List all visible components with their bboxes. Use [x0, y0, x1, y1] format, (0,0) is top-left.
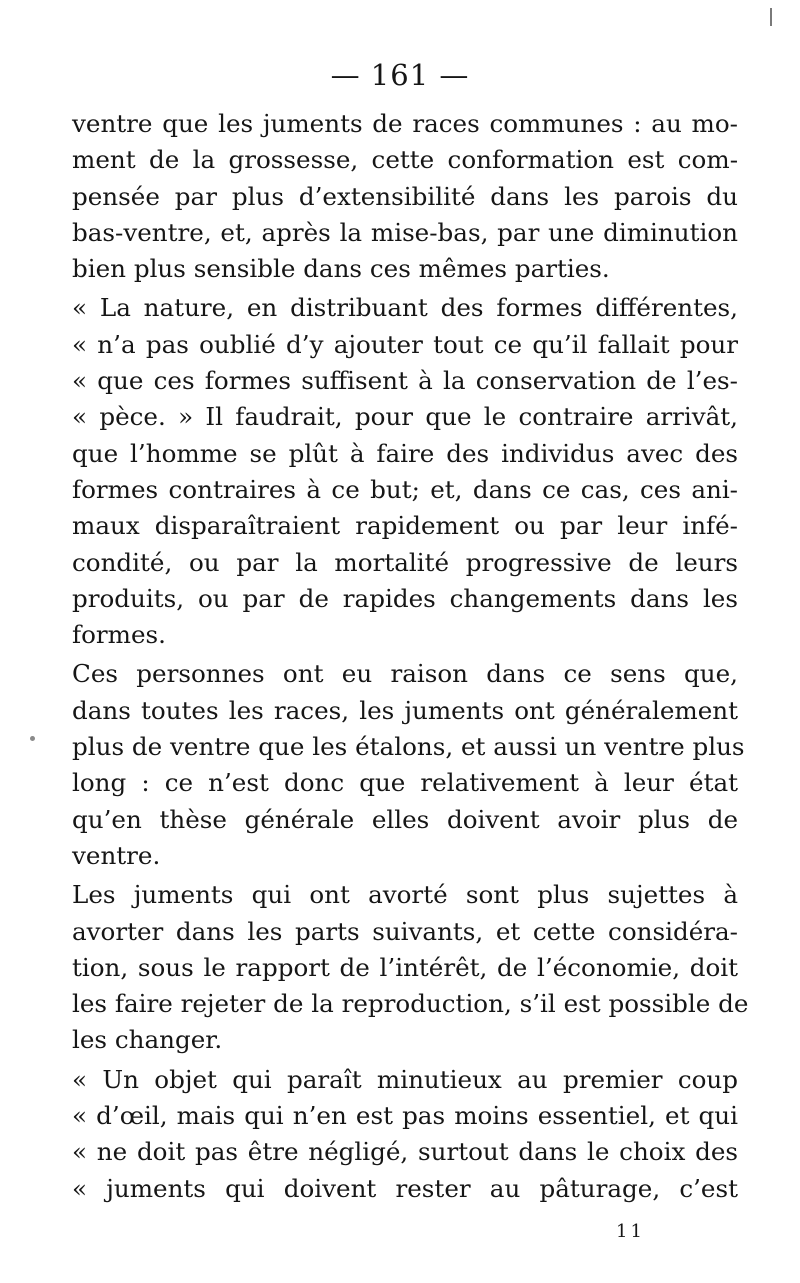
text-line: ment de la grossesse, cette conformation est com-: [72, 145, 738, 175]
ink-spot: [30, 736, 35, 741]
text-line: maux disparaîtraient rapidement ou par leur infé-: [72, 511, 738, 541]
text-line: formes.: [72, 620, 166, 650]
paragraph-5: [72, 1062, 738, 1207]
text-line: les changer.: [72, 1025, 223, 1055]
text-line: « que ces formes suffisent à la conservation de l’es-: [72, 366, 738, 396]
text-line: qu’en thèse générale elles doivent avoir plus de: [72, 804, 738, 834]
text-line: les faire rejeter de la reproduction, s’il est possible de: [72, 989, 749, 1019]
text-line: « Un objet qui paraît minutieux au premier coup: [72, 1064, 738, 1094]
text-line: « La nature, en distribuant des formes différentes,: [72, 293, 738, 323]
signature-mark: 11: [616, 1221, 645, 1242]
text-line: que l’homme se plût à faire des individus avec des: [72, 438, 738, 468]
text-line: « n’a pas oublié d’y ajouter tout ce qu’il fallait pour: [72, 329, 738, 359]
text-line: long : ce n’est donc que relativement à leur état: [72, 768, 738, 798]
text-line: pensée par plus d’extensibilité dans les parois du: [72, 181, 738, 211]
text-line: « d’œil, mais qui n’en est pas moins essentiel, et qui: [72, 1101, 738, 1131]
text-line: bien plus sensible dans ces mêmes parties.: [72, 254, 610, 284]
paragraph-2: [72, 290, 738, 653]
text-line: produits, ou par de rapides changements dans les: [72, 583, 738, 613]
text-line: ventre.: [72, 840, 161, 870]
text-line: plus de ventre que les étalons, et aussi un ventre plus: [72, 732, 745, 762]
text-line: « ne doit pas être négligé, surtout dans le choix des: [72, 1137, 738, 1167]
text-line: ventre que les juments de races communes : au mo-: [72, 109, 738, 138]
paragraph-1: [72, 106, 738, 287]
text-line: Les juments qui ont avorté sont plus sujettes à: [72, 880, 738, 910]
text-line: Ces personnes ont eu raison dans ce sens que,: [72, 659, 738, 689]
text-line: tion, sous le rapport de l’intérêt, de l’économie, doit: [72, 952, 738, 982]
text-line: condité, ou par la mortalité progressive de leurs: [72, 547, 738, 577]
page-number: — 161 —: [330, 58, 470, 92]
text-line: formes contraires à ce but; et, dans ce cas, ces ani-: [72, 474, 738, 504]
text-line: avorter dans les parts suivants, et cette considéra-: [72, 916, 738, 946]
margin-mark: [770, 8, 772, 26]
paragraph-4: [72, 877, 749, 1058]
text-line: bas-ventre, et, après la mise-bas, par une diminution: [72, 217, 738, 247]
text-line: « pèce. » Il faudrait, pour que le contraire arrivât,: [72, 402, 738, 432]
text-line: dans toutes les races, les juments ont généralement: [72, 695, 738, 725]
text-line: « juments qui doivent rester au pâturage, c’est: [72, 1173, 738, 1203]
body-text: [72, 106, 749, 1207]
paragraph-3: [72, 656, 745, 874]
